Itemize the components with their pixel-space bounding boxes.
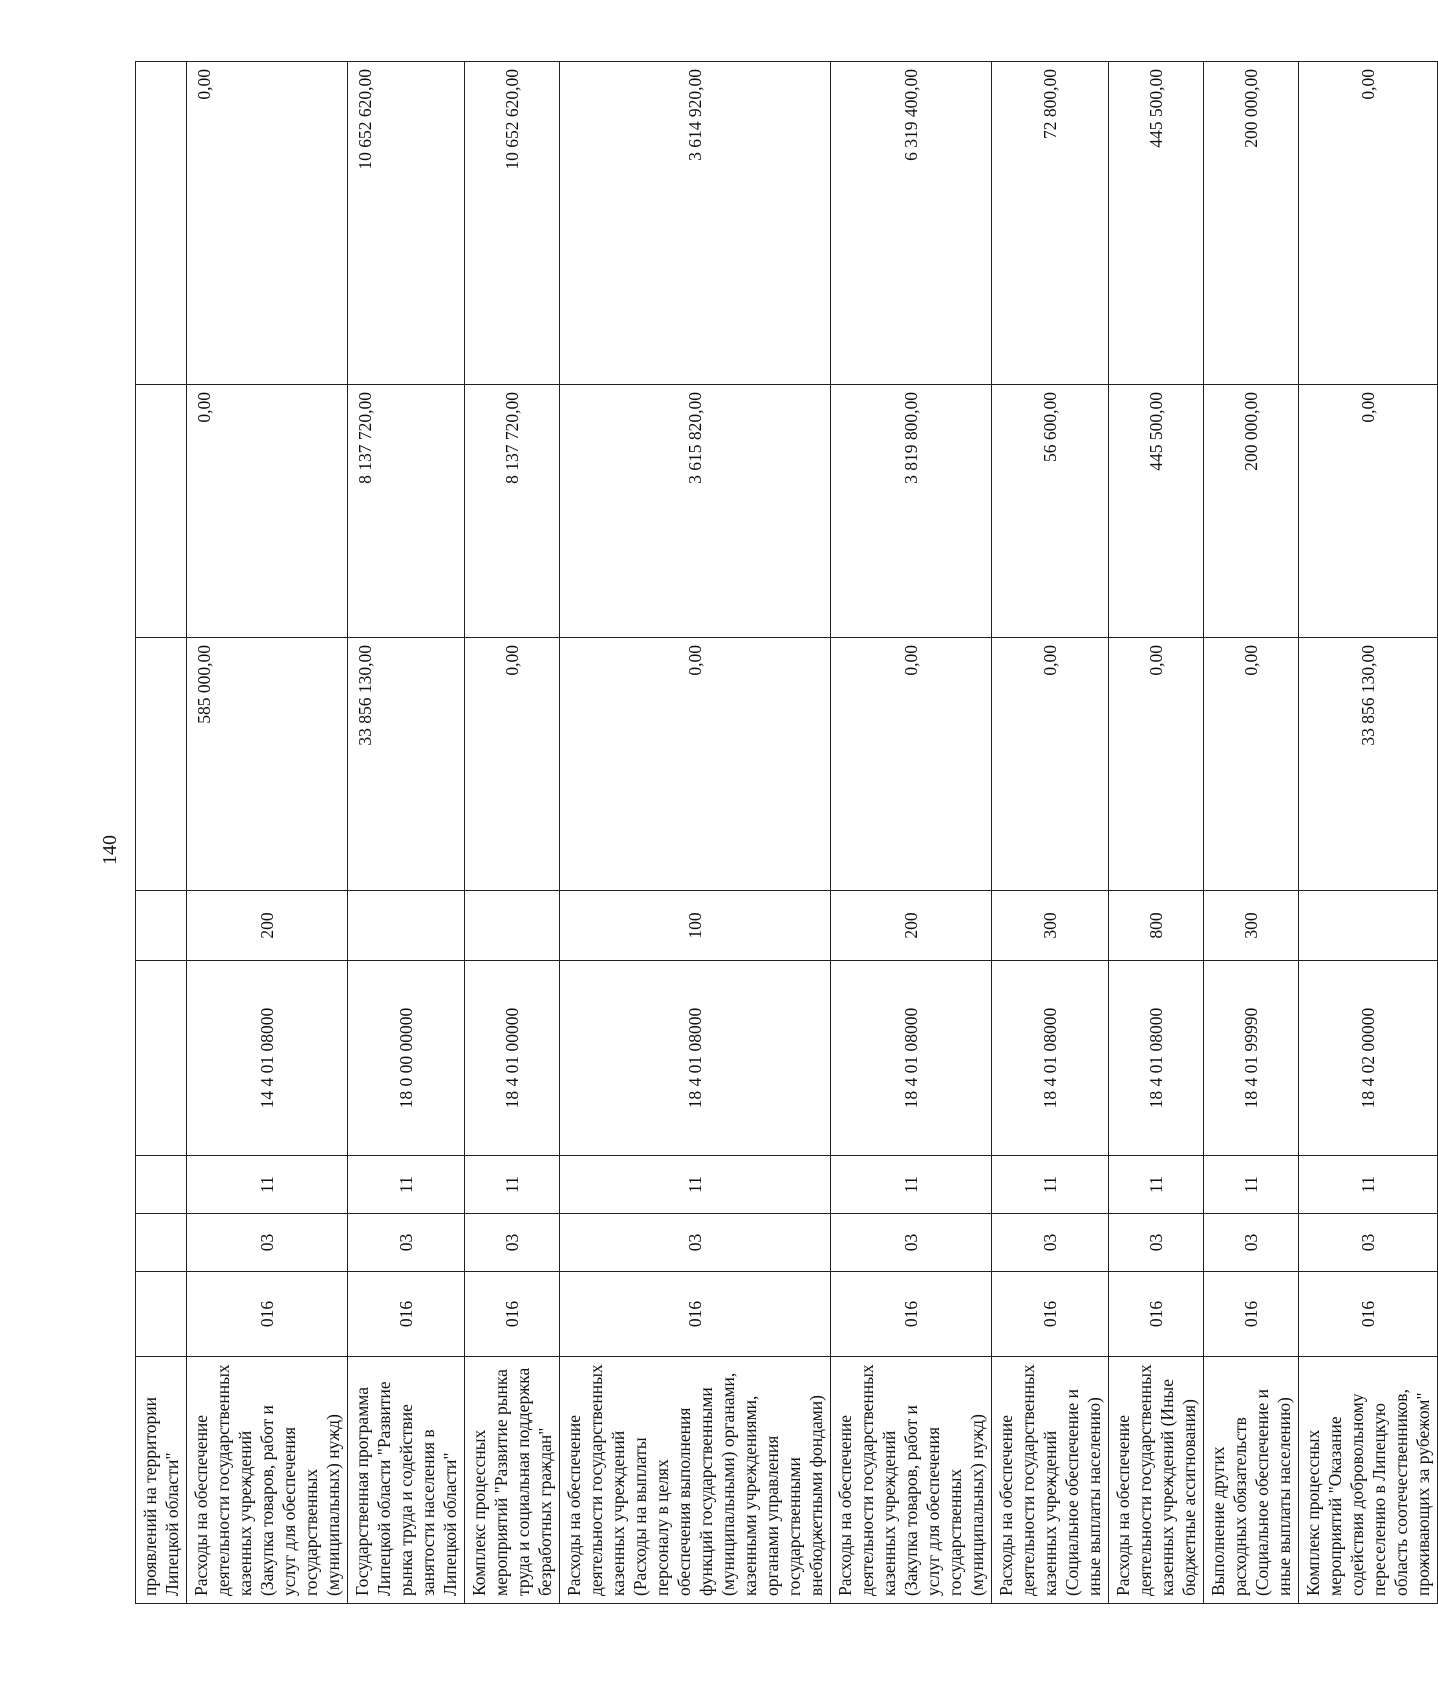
subsection-code: 11: [1299, 1156, 1438, 1214]
expense-type: 200: [187, 891, 348, 961]
sum-year-3: 200 000,00: [1204, 62, 1299, 385]
target-article: 18 4 01 08000: [1109, 961, 1204, 1156]
section-code: 03: [1109, 1214, 1204, 1272]
sum-year-3: 445 500,00: [1109, 62, 1204, 385]
section-code: [136, 1214, 187, 1272]
sum-year-1: 33 856 130,00: [1299, 638, 1438, 891]
expense-type: [348, 891, 465, 961]
target-article: 18 0 00 00000: [348, 961, 465, 1156]
target-article: 18 4 01 08000: [831, 961, 992, 1156]
sum-year-2: 3 819 800,00: [831, 385, 992, 638]
target-article: 14 4 01 08000: [187, 961, 348, 1156]
section-code: 03: [992, 1214, 1109, 1272]
section-code: 03: [831, 1214, 992, 1272]
subsection-code: 11: [1109, 1156, 1204, 1214]
sum-year-1: 0,00: [1109, 638, 1204, 891]
sum-year-2: 8 137 720,00: [348, 385, 465, 638]
table-row: [992, 62, 1109, 1604]
sum-year-3: 72 800,00: [992, 62, 1109, 385]
subsection-code: 11: [992, 1156, 1109, 1214]
table-row: [187, 62, 348, 1604]
sum-year-3: 10 652 620,00: [348, 62, 465, 385]
sum-year-1: 0,00: [465, 638, 560, 891]
admin-code: 016: [348, 1272, 465, 1357]
sum-year-3: [136, 62, 187, 385]
row-name: Расходы на обеспечение деятельности государственных казенных учреждений (Расходы на выплаты персоналу в целях обеспечения выполнения функций государственными (муниципальными) органами, казенными учреждениями, органами управления государственными внебюджетными фондами): [560, 1357, 831, 1604]
expense-type: [1299, 891, 1438, 961]
table-row: [348, 62, 465, 1604]
sum-year-2: 8 137 720,00: [465, 385, 560, 638]
expense-type: 300: [1204, 891, 1299, 961]
target-article: 18 4 01 08000: [992, 961, 1109, 1156]
expense-type: 200: [831, 891, 992, 961]
expense-type: 300: [992, 891, 1109, 961]
table-row: [465, 62, 560, 1604]
sum-year-2: 0,00: [187, 385, 348, 638]
table-row: [560, 62, 831, 1604]
subsection-code: 11: [1204, 1156, 1299, 1214]
admin-code: 016: [187, 1272, 348, 1357]
page-number: 140: [99, 835, 121, 865]
subsection-code: 11: [187, 1156, 348, 1214]
table-row: [1109, 62, 1204, 1604]
sum-year-3: 10 652 620,00: [465, 62, 560, 385]
target-article: 18 4 02 00000: [1299, 961, 1438, 1156]
target-article: 18 4 01 99990: [1204, 961, 1299, 1156]
target-article: 18 4 01 00000: [465, 961, 560, 1156]
subsection-code: 11: [560, 1156, 831, 1214]
sum-year-2: [136, 385, 187, 638]
row-name: Выполнение других расходных обязательств (Социальное обеспечение и иные выплаты населению): [1204, 1357, 1299, 1604]
sum-year-1: 0,00: [560, 638, 831, 891]
section-code: 03: [1299, 1214, 1438, 1272]
budget-table-container: [135, 62, 1433, 1604]
budget-table: [135, 61, 1438, 1604]
sum-year-1: [136, 638, 187, 891]
section-code: 03: [348, 1214, 465, 1272]
expense-type: 800: [1109, 891, 1204, 961]
sum-year-3: 0,00: [187, 62, 348, 385]
expense-type: [136, 891, 187, 961]
row-name: Расходы на обеспечение деятельности государственных казенных учреждений (Закупка товаров, работ и услуг для обеспечения государственных (муниципальных) нужд): [831, 1357, 992, 1604]
sum-year-2: 0,00: [1299, 385, 1438, 638]
expense-type: 100: [560, 891, 831, 961]
target-article: 18 4 01 08000: [560, 961, 831, 1156]
table-row: [1299, 62, 1438, 1604]
table-row: [831, 62, 992, 1604]
row-name: Комплекс процессных мероприятий "Оказание содействия добровольному переселению в Липецкую область соотечественников, проживающих за рубежом": [1299, 1357, 1438, 1604]
row-name: Расходы на обеспечение деятельности государственных казенных учреждений (Социальное обеспечение и иные выплаты населению): [992, 1357, 1109, 1604]
admin-code: 016: [831, 1272, 992, 1357]
subsection-code: [136, 1156, 187, 1214]
sum-year-3: 3 614 920,00: [560, 62, 831, 385]
sum-year-2: 445 500,00: [1109, 385, 1204, 638]
row-name: Расходы на обеспечение деятельности государственных казенных учреждений (Закупка товаров, работ и услуг для обеспечения государственных (муниципальных) нужд): [187, 1357, 348, 1604]
admin-code: 016: [1299, 1272, 1438, 1357]
section-code: 03: [1204, 1214, 1299, 1272]
expense-type: [465, 891, 560, 961]
sum-year-1: 585 000,00: [187, 638, 348, 891]
section-code: 03: [187, 1214, 348, 1272]
admin-code: 016: [465, 1272, 560, 1357]
sum-year-2: 200 000,00: [1204, 385, 1299, 638]
subsection-code: 11: [831, 1156, 992, 1214]
sum-year-3: 0,00: [1299, 62, 1438, 385]
sum-year-2: 56 600,00: [992, 385, 1109, 638]
section-code: 03: [560, 1214, 831, 1272]
table-row: [136, 62, 187, 1604]
row-name: Расходы на обеспечение деятельности государственных казенных учреждений (Иные бюджетные ассигнования): [1109, 1357, 1204, 1604]
sum-year-1: 0,00: [831, 638, 992, 891]
sum-year-2: 3 615 820,00: [560, 385, 831, 638]
table-row: [1204, 62, 1299, 1604]
row-name: Государственная программа Липецкой области "Развитие рынка труда и содействие занятости населения в Липецкой области": [348, 1357, 465, 1604]
row-name: Комплекс процессных мероприятий "Развитие рынка труда и социальная поддержка безработных граждан": [465, 1357, 560, 1604]
admin-code: 016: [560, 1272, 831, 1357]
admin-code: 016: [992, 1272, 1109, 1357]
sum-year-3: 6 319 400,00: [831, 62, 992, 385]
sum-year-1: 0,00: [992, 638, 1109, 891]
target-article: [136, 961, 187, 1156]
admin-code: 016: [1204, 1272, 1299, 1357]
row-name: проявлений на территории Липецкой области": [136, 1357, 187, 1604]
section-code: 03: [465, 1214, 560, 1272]
subsection-code: 11: [348, 1156, 465, 1214]
subsection-code: 11: [465, 1156, 560, 1214]
sum-year-1: 0,00: [1204, 638, 1299, 891]
sum-year-1: 33 856 130,00: [348, 638, 465, 891]
admin-code: 016: [1109, 1272, 1204, 1357]
admin-code: [136, 1272, 187, 1357]
